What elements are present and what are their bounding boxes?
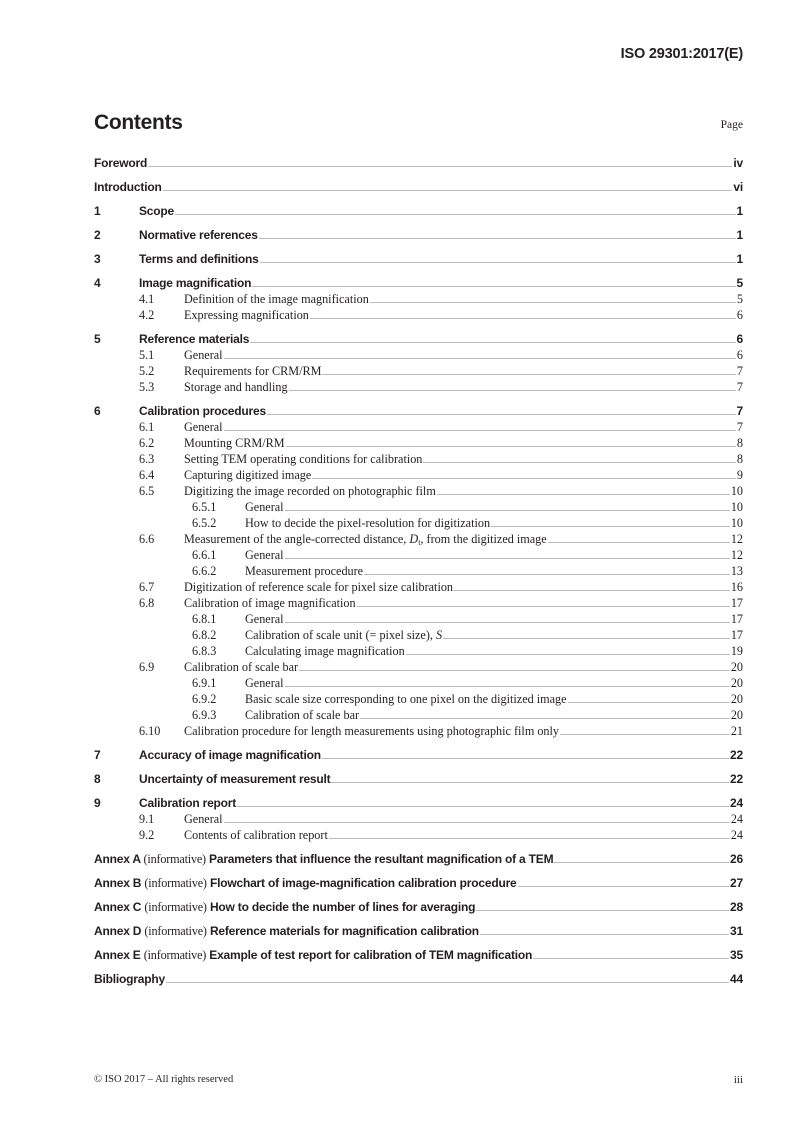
toc-entry-number: 6.8.3	[192, 644, 217, 658]
toc-entry-page: 22	[730, 772, 743, 786]
toc-entry-title: Measurement procedure	[245, 564, 364, 578]
toc-entry-number: 8	[94, 772, 101, 786]
toc-entry-page: 7	[736, 380, 743, 394]
toc-entry-title: Image magnification	[139, 276, 252, 290]
annex-label: Annex C	[94, 900, 142, 914]
toc-entry-page: 20	[730, 676, 743, 690]
document-id: ISO 29301:2017(E)	[620, 46, 743, 62]
dot-leader	[533, 958, 729, 959]
annex-qualifier: (informative)	[144, 876, 207, 890]
toc-entry-page: 35	[730, 948, 743, 962]
annex-title	[94, 851, 553, 867]
dot-leader	[360, 718, 730, 719]
toc-entry-number: 6.5.1	[192, 500, 217, 514]
toc-entry-number: 6.9.3	[192, 708, 217, 722]
toc-entry[interactable]	[94, 659, 743, 675]
annex-label: Annex B	[94, 876, 142, 890]
toc-entry-title: General	[245, 500, 284, 514]
toc-entry[interactable]	[94, 467, 743, 483]
title-text: Calibration of scale unit (= pixel size),	[245, 628, 436, 642]
dot-leader	[224, 430, 736, 431]
toc-entry-page: 6	[736, 308, 743, 322]
toc-entry-number: 2	[94, 228, 101, 242]
toc-entry-title: Capturing digitized image	[184, 468, 312, 482]
toc-entry-number: 5.1	[139, 348, 155, 362]
bibliography-title: Bibliography	[94, 972, 165, 986]
dot-leader	[491, 526, 730, 527]
toc-entry-number: 1	[94, 204, 101, 218]
toc-entry-title: Requirements for CRM/RM	[184, 364, 322, 378]
toc-entry-number: 5.2	[139, 364, 155, 378]
dot-leader	[260, 262, 736, 263]
toc-entry-page: 5	[736, 276, 743, 290]
dot-leader	[224, 358, 736, 359]
dot-leader	[285, 510, 730, 511]
toc-entry-title: Accuracy of image magnification	[139, 748, 321, 762]
dot-leader	[329, 838, 730, 839]
dot-leader	[454, 590, 730, 591]
toc-entry-title: Mounting CRM/RM	[184, 436, 285, 450]
toc-entry-page: 9	[736, 468, 743, 482]
toc-entry-number: 6.6.1	[192, 548, 217, 562]
toc-entry-page: 28	[730, 900, 743, 914]
toc-entry-page: 8	[736, 452, 743, 466]
toc-entry[interactable]	[94, 723, 743, 739]
toc-entry-number: 5.3	[139, 380, 155, 394]
toc-entry[interactable]	[94, 227, 743, 243]
toc-entry-page: 21	[730, 724, 743, 738]
toc-entry[interactable]	[94, 531, 743, 547]
toc-entry[interactable]	[94, 643, 743, 659]
toc-annex-entry[interactable]	[94, 875, 743, 891]
toc-entry[interactable]	[94, 379, 743, 395]
title-text: , from the digitized image	[420, 532, 547, 546]
dot-leader	[166, 982, 729, 983]
toc-entry-number: 5	[94, 332, 101, 346]
toc-entry-title: General	[245, 548, 284, 562]
annex-qualifier: (informative)	[144, 924, 207, 938]
toc-entry-number: 6.8.2	[192, 628, 217, 642]
toc-entry-title: How to decide the pixel-resolution for digitization	[245, 516, 491, 530]
toc-entry[interactable]	[94, 691, 743, 707]
dot-leader	[259, 238, 736, 239]
toc-entry-page: 1	[736, 204, 743, 218]
dot-leader	[548, 542, 730, 543]
dot-leader	[331, 782, 729, 783]
toc-entry-number: 6	[94, 404, 101, 418]
toc-entry[interactable]	[94, 291, 743, 307]
toc-entry[interactable]	[94, 675, 743, 691]
dot-leader	[437, 494, 730, 495]
toc-entry[interactable]	[94, 811, 743, 827]
toc-entry-page: 10	[730, 484, 743, 498]
toc-entry-title: Digitizing the image recorded on photographic film	[184, 484, 436, 498]
toc-entry-title: Basic scale size corresponding to one pixel on the digitized image	[245, 692, 567, 706]
toc-entry-title: General	[184, 420, 223, 434]
copyright-notice: © ISO 2017 – All rights reserved	[94, 1074, 234, 1085]
toc-entry[interactable]	[94, 627, 743, 643]
dot-leader	[289, 390, 736, 391]
toc-entry-page: 19	[730, 644, 743, 658]
page-column-label: Page	[720, 119, 743, 131]
dot-leader	[148, 166, 732, 167]
toc-entry-page: 7	[736, 364, 743, 378]
toc-entry-title: Calibration report	[139, 796, 237, 810]
toc-entry-page: 24	[730, 828, 743, 842]
annex-qualifier: (informative)	[143, 852, 206, 866]
toc-entry-title: Calibration of scale bar	[184, 660, 299, 674]
annex-title-text: Reference materials for magnification calibration	[209, 924, 479, 938]
toc-entry-page: 7	[736, 404, 743, 418]
toc-entry-title: Expressing magnification	[184, 308, 309, 322]
toc-entry-page: 13	[730, 564, 743, 578]
toc-entry-title: Reference materials	[139, 332, 250, 346]
toc-entry-title: Calibration procedures	[139, 404, 266, 418]
annex-qualifier: (informative)	[143, 948, 207, 962]
toc-entry-page: 17	[730, 596, 743, 610]
toc-entry[interactable]	[94, 251, 743, 267]
toc-annex-entry[interactable]	[94, 851, 743, 867]
toc-entry-number: 6.5	[139, 484, 155, 498]
dot-leader	[568, 702, 730, 703]
toc-entry[interactable]	[94, 795, 743, 811]
toc-entry-page: 12	[730, 548, 743, 562]
toc-entry[interactable]	[94, 595, 743, 611]
toc-entry-page: 24	[730, 812, 743, 826]
toc-entry-page: 7	[736, 420, 743, 434]
toc-entry-page: 44	[730, 972, 743, 986]
toc-entry[interactable]	[94, 499, 743, 515]
toc-entry[interactable]	[94, 563, 743, 579]
dot-leader	[299, 670, 730, 671]
toc-entry-number: 6.10	[139, 724, 161, 738]
toc-entry-number: 6.9.2	[192, 692, 217, 706]
toc-entry-title: General	[184, 812, 223, 826]
contents-heading: Contents	[94, 111, 183, 134]
toc-entry[interactable]	[94, 155, 743, 171]
toc-entry-page: 6	[736, 348, 743, 362]
title-variable: D	[409, 532, 419, 546]
dot-leader	[286, 446, 736, 447]
toc-entry-number: 9	[94, 796, 101, 810]
annex-label: Annex E	[94, 948, 141, 962]
toc-entry-page: 8	[736, 436, 743, 450]
dot-leader	[285, 558, 730, 559]
toc-entry-number: 6.7	[139, 580, 155, 594]
toc-entry-page: 22	[730, 748, 743, 762]
toc-entry-title: Uncertainty of measurement result	[139, 772, 331, 786]
toc-entry-page: 26	[730, 852, 743, 866]
dot-leader	[175, 214, 736, 215]
toc-entry-number: 3	[94, 252, 101, 266]
dot-leader	[443, 638, 730, 639]
dot-leader	[312, 478, 736, 479]
toc-entry-title	[245, 627, 442, 643]
toc-entry-title: Introduction	[94, 180, 162, 194]
toc-entry-title: General	[184, 348, 223, 362]
dot-leader	[406, 654, 730, 655]
toc-entry-number: 6.8	[139, 596, 155, 610]
toc-entry-title: Terms and definitions	[139, 252, 259, 266]
dot-leader	[237, 806, 729, 807]
toc-entry-number: 6.2	[139, 436, 155, 450]
toc-entry-page: 6	[736, 332, 743, 346]
toc-entry[interactable]	[94, 419, 743, 435]
title-text: Measurement of the angle-corrected distance,	[184, 532, 410, 546]
toc-entry[interactable]	[94, 515, 743, 531]
toc-entry[interactable]	[94, 827, 743, 843]
annex-title-text: Parameters that influence the resultant magnification of a TEM	[209, 852, 554, 866]
toc-entry-title: Foreword	[94, 156, 148, 170]
toc-entry-page: 1	[736, 228, 743, 242]
annex-title-text: How to decide the number of lines for averaging	[209, 900, 476, 914]
toc-entry-number: 4.1	[139, 292, 155, 306]
toc-entry-number: 6.3	[139, 452, 155, 466]
toc-entry-number: 4	[94, 276, 101, 290]
toc-entry-number: 6.6	[139, 532, 155, 546]
toc-entry-title: Digitization of reference scale for pixel size calibration	[184, 580, 454, 594]
toc-entry[interactable]	[94, 307, 743, 323]
dot-leader	[322, 374, 735, 375]
annex-label: Annex A	[94, 852, 141, 866]
annex-title-text: Example of test report for calibration of TEM magnification	[209, 948, 533, 962]
dot-leader	[518, 886, 730, 887]
toc-entry-title: Storage and handling	[184, 380, 288, 394]
dot-leader	[423, 462, 736, 463]
dot-leader	[322, 758, 729, 759]
dot-leader	[224, 822, 730, 823]
toc-entry-page: 24	[730, 796, 743, 810]
toc-entry-title: Scope	[139, 204, 175, 218]
toc-entry-number: 6.5.2	[192, 516, 217, 530]
toc-entry-page: 17	[730, 628, 743, 642]
toc-entry-page: 10	[730, 516, 743, 530]
toc-entry-number: 6.8.1	[192, 612, 217, 626]
toc-annex-entry[interactable]	[94, 947, 743, 963]
dot-leader	[554, 862, 729, 863]
dot-leader	[285, 686, 730, 687]
toc-entry[interactable]	[94, 331, 743, 347]
annex-title	[94, 923, 479, 939]
toc-entry[interactable]	[94, 435, 743, 451]
toc-entry-page: iv	[733, 156, 743, 170]
toc-entry-number: 6.9	[139, 660, 155, 674]
dot-leader	[267, 414, 736, 415]
dot-leader	[370, 302, 736, 303]
annex-qualifier: (informative)	[144, 900, 207, 914]
toc-entry-title: Calculating image magnification	[245, 644, 405, 658]
toc-entry-title: General	[245, 676, 284, 690]
dot-leader	[357, 606, 730, 607]
dot-leader	[480, 934, 729, 935]
toc-entry-number: 6.9.1	[192, 676, 217, 690]
dot-leader	[476, 910, 729, 911]
toc-entry[interactable]	[94, 403, 743, 419]
toc-entry-number: 6.1	[139, 420, 155, 434]
toc-entry-page: vi	[733, 180, 743, 194]
dot-leader	[364, 574, 730, 575]
toc-entry-title: Calibration procedure for length measurements using photographic film only	[184, 724, 560, 738]
toc-entry-page: 20	[730, 708, 743, 722]
toc-entry-number: 7	[94, 748, 101, 762]
toc-entry-title: Contents of calibration report	[184, 828, 328, 842]
toc-entry[interactable]	[94, 771, 743, 787]
toc-entry[interactable]	[94, 275, 743, 291]
dot-leader	[250, 342, 735, 343]
dot-leader	[285, 622, 730, 623]
annex-title	[94, 875, 517, 891]
toc-entry[interactable]	[94, 579, 743, 595]
annex-title	[94, 947, 532, 963]
toc-entry[interactable]	[94, 179, 743, 195]
toc-entry-number: 6.4	[139, 468, 155, 482]
toc-entry-title: General	[245, 612, 284, 626]
toc-entry-number: 9.2	[139, 828, 155, 842]
title-variable: S	[435, 628, 443, 642]
toc-entry-title: Calibration of scale bar	[245, 708, 360, 722]
toc-entry[interactable]	[94, 483, 743, 499]
toc-entry-title: Setting TEM operating conditions for calibration	[184, 452, 423, 466]
table-of-contents	[94, 155, 743, 987]
toc-entry-page: 12	[730, 532, 743, 546]
toc-entry[interactable]	[94, 203, 743, 219]
dot-leader	[310, 318, 736, 319]
toc-entry[interactable]	[94, 347, 743, 363]
toc-annex-entry[interactable]	[94, 923, 743, 939]
toc-entry-page: 17	[730, 612, 743, 626]
page-number: iii	[733, 1074, 743, 1086]
toc-entry-title: Normative references	[139, 228, 258, 242]
toc-entry-page: 10	[730, 500, 743, 514]
toc-entry-title: Definition of the image magnification	[184, 292, 369, 306]
toc-entry[interactable]	[94, 451, 743, 467]
annex-title	[94, 899, 475, 915]
dot-leader	[560, 734, 730, 735]
toc-entry-title: Calibration of image magnification	[184, 596, 356, 610]
annex-title-text: Flowchart of image-magnification calibration procedure	[209, 876, 517, 890]
toc-entry-number: 9.1	[139, 812, 155, 826]
toc-entry-number: 6.6.2	[192, 564, 217, 578]
toc-entry[interactable]	[94, 747, 743, 763]
dot-leader	[252, 286, 735, 287]
toc-entry-page: 20	[730, 660, 743, 674]
annex-label: Annex D	[94, 924, 142, 938]
toc-entry-page: 20	[730, 692, 743, 706]
toc-entry[interactable]	[94, 363, 743, 379]
dot-leader	[163, 190, 733, 191]
toc-entry-page: 1	[736, 252, 743, 266]
toc-entry[interactable]	[94, 611, 743, 627]
title-subscript: t	[418, 538, 421, 547]
toc-entry[interactable]	[94, 707, 743, 723]
toc-entry-page: 31	[730, 924, 743, 938]
toc-entry-page: 16	[730, 580, 743, 594]
toc-annex-entry[interactable]	[94, 899, 743, 915]
toc-bibliography-entry[interactable]	[94, 971, 743, 987]
toc-entry-page: 5	[736, 292, 743, 306]
toc-entry-number: 4.2	[139, 308, 155, 322]
toc-entry-page: 27	[730, 876, 743, 890]
